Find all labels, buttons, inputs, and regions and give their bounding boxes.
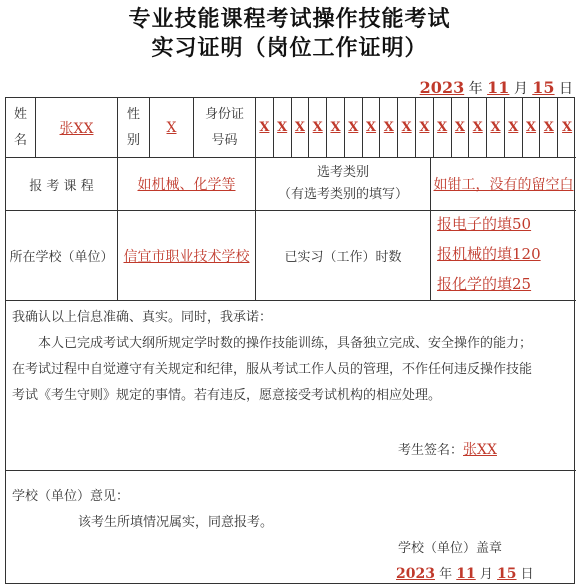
id-digit: X [419,120,430,135]
name-label-char-1: 姓 [13,106,27,122]
category-label-line-1: 选考类别 [316,165,369,180]
id-digit-cell [523,98,541,158]
id-digit-cell [380,98,398,158]
pledge-line-3: 在考试过程中自觉遵守有关规定和纪律，服从考试工作人员的管理，不作任何违反操作技能 [12,362,533,377]
signature-label: 考生签名： [398,443,464,458]
issue-year-unit: 年 [468,81,483,97]
id-digit: X [472,120,483,135]
name-label [6,98,36,158]
id-digit: X [348,120,359,135]
id-digit-cell [345,98,363,158]
opinion-date [396,563,534,582]
category-label [256,158,431,211]
opinion-month-unit: 月 [479,567,493,582]
document-title-line-1: 专业技能课程考试操作技能考试 [128,6,451,32]
pledge-line-1: 我确认以上信息准确、真实。同时，我承诺： [12,310,273,325]
school-label: 所在学校（单位） [6,211,118,301]
gender-label [118,98,150,158]
id-digit-cell [363,98,381,158]
id-digit: X [277,120,288,135]
name-value-cell [36,98,118,158]
category-label-line-2: （有选考类别的填写） [277,187,408,202]
id-digit: X [401,120,412,135]
id-digit: X [259,120,270,135]
issue-day-unit: 日 [559,81,573,97]
category-value-cell [431,158,576,211]
id-digit: X [508,120,519,135]
id-digit: X [437,120,448,135]
id-digit-cell [505,98,523,158]
opinion-day: 15 [497,566,517,582]
issue-month: 11 [487,78,510,97]
name-label-char-2: 名 [13,132,27,148]
hours-value-mechanical: 报机械的填120 [437,245,541,263]
course-label: 报 考 课 程 [6,158,118,211]
id-digit: X [312,120,323,135]
id-digit-cell [487,98,505,158]
opinion-year: 2023 [396,566,435,582]
school-opinion [6,471,576,585]
id-digit-cell [327,98,345,158]
pledge-statement [6,301,576,471]
id-label-line-2: 号码 [211,132,238,148]
issue-year: 2023 [419,78,465,97]
opinion-label: 学校（单位）意见： [12,489,130,504]
course-value-cell [118,158,256,211]
id-digit-cell [398,98,416,158]
id-digit: X [365,120,377,135]
id-digit: X [525,120,537,135]
id-digit: X [562,120,573,135]
opinion-month: 11 [456,566,476,582]
id-digit: X [454,120,465,135]
id-digit: X [330,120,341,135]
id-digit-cell [292,98,310,158]
hours-value-electronics: 报电子的填50 [437,215,532,233]
gender-value: X [166,119,177,136]
pledge-line-4: 考试《考生守则》规定的事情。若有违反，愿意接受考试机构的相应处理。 [12,388,442,403]
id-digit: X [294,120,305,135]
form-table [5,97,575,584]
hours-value-cell [431,211,576,301]
id-digit-cell [452,98,470,158]
id-digit: X [383,120,394,135]
category-value: 如钳工，没有的留空白 [433,177,574,193]
id-label-line-1: 身份证 [204,106,244,122]
gender-label-char-1: 性 [126,106,140,122]
opinion-year-unit: 年 [439,567,453,582]
opinion-text: 该考生所填情况属实，同意报考。 [78,515,274,530]
hours-label: 已实习（工作）时数 [256,211,431,301]
school-value: 信宜市职业技术学校 [123,248,250,265]
issue-day: 15 [532,78,555,97]
opinion-day-unit: 日 [520,567,534,582]
document-title-line-2: 实习证明（岗位工作证明） [151,35,428,61]
issue-date [420,78,573,98]
id-digit-cell [256,98,274,158]
id-digit: X [543,120,554,135]
seal-label: 学校（单位）盖章 [398,541,503,556]
id-digit-cell [434,98,452,158]
candidate-signature [398,437,570,464]
name-value: 张XX [59,120,94,137]
id-digit-cell [469,98,487,158]
school-value-cell [118,211,256,301]
id-label [194,98,256,158]
course-value: 如机械、化学等 [137,177,236,193]
id-digit-cell [274,98,292,158]
id-digit-cell [540,98,558,158]
id-digit-cell [309,98,327,158]
id-digit: X [490,120,501,135]
signature-value: 张XX [463,442,497,458]
hours-value-chemistry: 报化学的填25 [437,275,532,293]
issue-month-unit: 月 [513,81,528,97]
gender-label-char-2: 别 [126,132,140,148]
gender-value-cell [150,98,194,158]
id-digit-cell [558,98,576,158]
pledge-line-2: 本人已完成考试大纲所规定学时数的操作技能训练，具备独立完成、安全操作的能力； [12,336,533,351]
id-digit-cell [416,98,434,158]
